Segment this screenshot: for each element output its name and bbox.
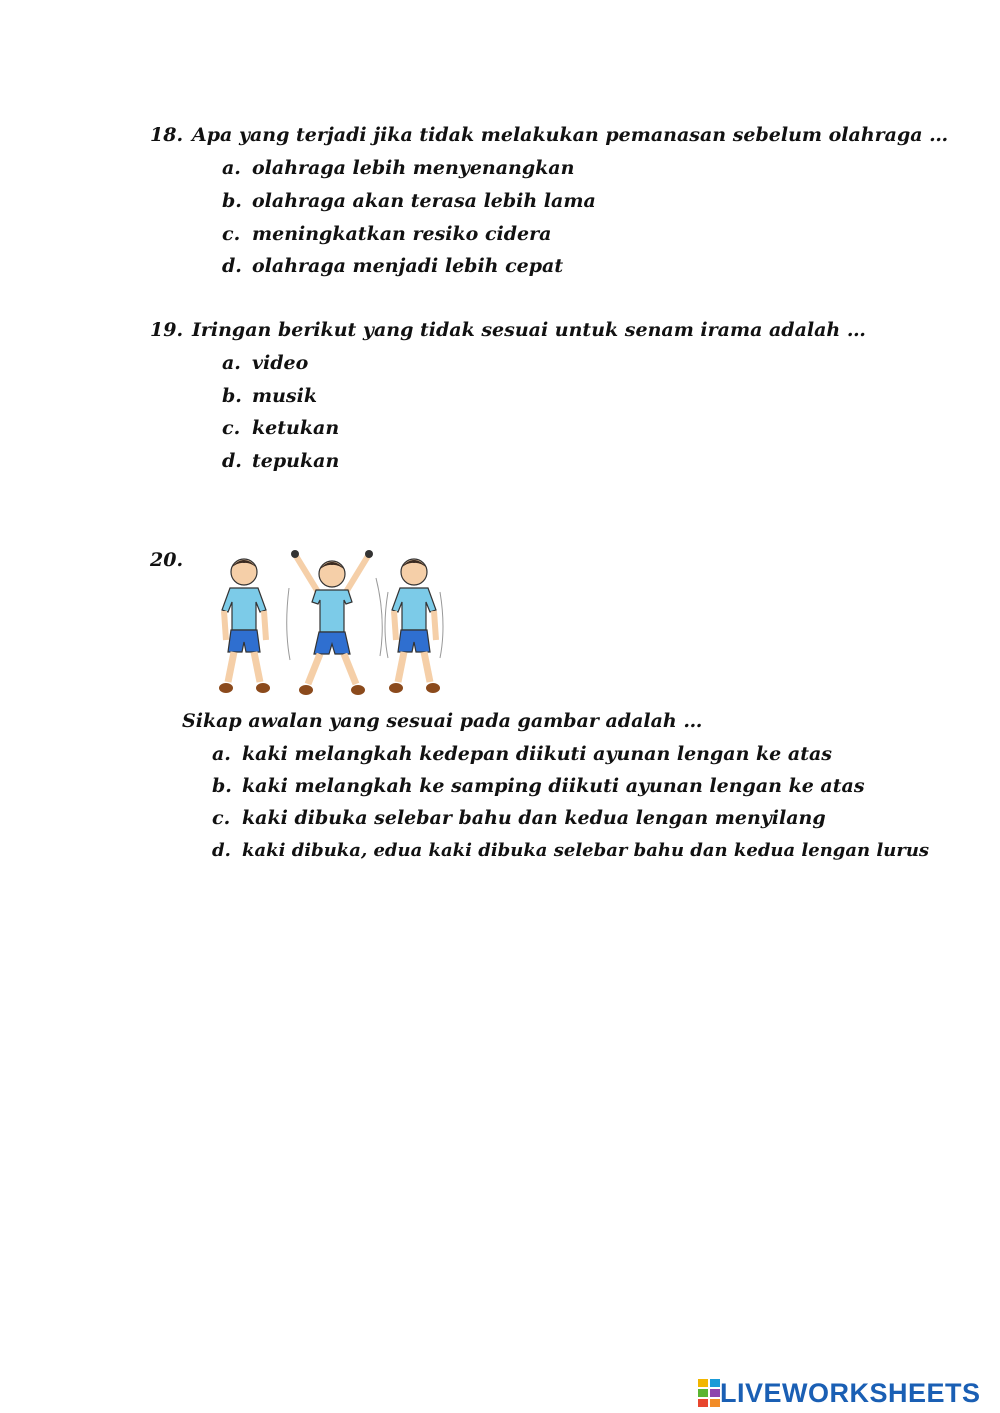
option-letter: b.: [222, 190, 242, 212]
logo-text: LIVEWORKSHEETS: [720, 1378, 981, 1408]
gymnastics-icon: [214, 548, 454, 704]
option-text: musik: [252, 385, 317, 407]
question-18-option-c[interactable]: [222, 222, 551, 246]
question-18-number: 18.: [150, 124, 184, 146]
question-20-option-d[interactable]: [212, 839, 929, 863]
option-text: olahraga menjadi lebih cepat: [252, 255, 564, 277]
option-text: kaki melangkah kedepan diikuti ayunan lengan ke atas: [242, 743, 832, 765]
question-19-number: 19.: [150, 319, 184, 341]
question-20-option-c[interactable]: [212, 806, 826, 830]
option-text: olahraga lebih menyenangkan: [252, 157, 575, 179]
option-letter: d.: [222, 255, 242, 277]
liveworksheets-logo-icon: [698, 1379, 720, 1407]
question-18-text: Apa yang terjadi jika tidak melakukan pemanasan sebelum olahraga …: [192, 124, 949, 146]
figure-arms-down-right: [385, 559, 443, 693]
question-20-option-a[interactable]: [212, 742, 832, 766]
option-letter: d.: [222, 450, 242, 472]
question-19-option-c[interactable]: [222, 416, 339, 440]
option-letter: c.: [222, 417, 241, 439]
question-19-option-a[interactable]: [222, 351, 308, 375]
question-19-text: Iringan berikut yang tidak sesuai untuk senam irama adalah …: [192, 319, 866, 341]
option-letter: a.: [222, 352, 241, 374]
option-text: ketukan: [252, 417, 340, 439]
option-text: kaki dibuka, edua kaki dibuka selebar bahu dan kedua lengan lurus: [242, 840, 930, 861]
question-19-option-b[interactable]: [222, 384, 317, 408]
option-letter: c.: [212, 807, 231, 829]
question-18-option-a[interactable]: [222, 156, 574, 180]
question-20-text: Sikap awalan yang sesuai pada gambar adalah …: [182, 710, 703, 732]
figure-arms-up-center: [287, 550, 383, 695]
question-18-option-b[interactable]: [222, 189, 596, 213]
question-20-option-b[interactable]: [212, 774, 865, 798]
option-letter: b.: [212, 775, 232, 797]
liveworksheets-logo[interactable]: [698, 1378, 981, 1408]
option-text: meningkatkan resiko cidera: [252, 223, 552, 245]
option-letter: a.: [212, 743, 231, 765]
option-text: kaki dibuka selebar bahu dan kedua lengan menyilang: [242, 807, 826, 829]
option-text: video: [252, 352, 309, 374]
option-text: kaki melangkah ke samping diikuti ayunan lengan ke atas: [242, 775, 865, 797]
question-20-number: 20.: [150, 549, 184, 571]
gymnastics-figures-illustration: [214, 548, 454, 704]
option-text: tepukan: [252, 450, 340, 472]
option-letter: c.: [222, 223, 241, 245]
question-18-option-d[interactable]: [222, 254, 563, 278]
option-letter: d.: [212, 840, 231, 861]
option-letter: a.: [222, 157, 241, 179]
option-text: olahraga akan terasa lebih lama: [252, 190, 596, 212]
option-letter: b.: [222, 385, 242, 407]
figure-arms-down-left: [219, 559, 270, 693]
question-19-option-d[interactable]: [222, 449, 339, 473]
